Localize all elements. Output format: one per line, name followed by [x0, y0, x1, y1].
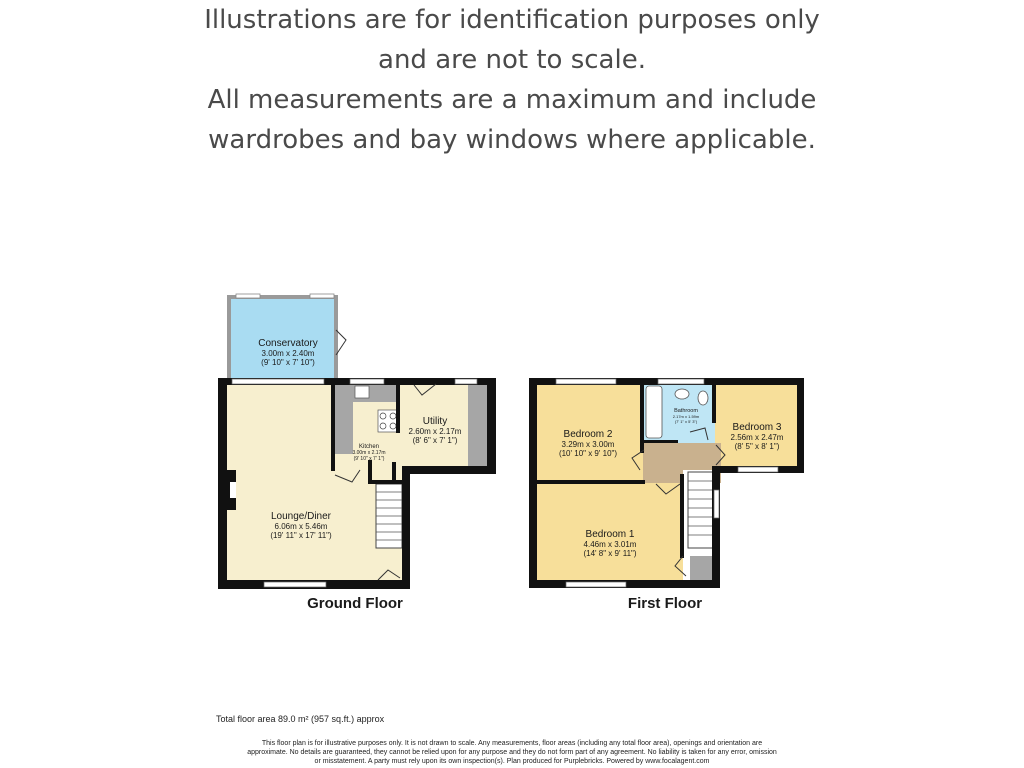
total-floor-area: Total floor area 89.0 m² (957 sq.ft.) approx [216, 714, 385, 724]
bathroom-metric: 2.17m x 1.59m [672, 414, 700, 419]
bedroom2-name: Bedroom 2 [563, 429, 613, 440]
header-line-3: All measurements are a maximum and include [207, 85, 817, 115]
lounge-imperial: (19' 11" x 17' 11") [270, 531, 332, 540]
header-line-2: and are not to scale. [378, 45, 646, 75]
utility-name: Utility [422, 416, 448, 427]
kitchen-metric: 3.00m x 2.17m [352, 450, 386, 456]
utility-window [455, 379, 477, 384]
bathroom-name: Bathroom [674, 408, 698, 414]
bedroom1-imperial: (14' 8" x 9' 11") [583, 549, 637, 558]
airing-cupboard [690, 556, 714, 584]
kitchen-imperial: (9' 10" x 7' 1") [353, 456, 385, 462]
kitchen-counter-left [335, 384, 353, 454]
conservatory-name: Conservatory [258, 338, 318, 349]
kitchen-hob [378, 410, 398, 432]
bedroom2-metric: 3.29m x 3.00m [561, 440, 615, 449]
header-line-4: wardrobes and bay windows where applicable. [208, 125, 816, 155]
bedroom3-metric: 2.56m x 2.47m [730, 433, 784, 442]
bedroom1-window [566, 582, 626, 587]
first-floor-label: First Floor [627, 595, 703, 612]
bathroom-imperial: (7' 1" x 5' 3") [674, 419, 698, 424]
first-floor-plan [529, 378, 804, 612]
bedroom3-imperial: (8' 5" x 8' 1") [734, 442, 780, 451]
utility-imperial: (8' 6" x 7' 1") [412, 436, 458, 445]
utility-metric: 2.60m x 2.17m [408, 427, 462, 436]
kitchen-name: Kitchen [358, 444, 380, 450]
first-floor-stairs [688, 472, 714, 548]
stairs-window [714, 490, 719, 518]
utility-counter [468, 384, 488, 468]
bedroom3-name: Bedroom 3 [732, 422, 782, 433]
disclaimer-line-2: approximate. No details are guaranteed, they cannot be relied upon for any purpose and they do not form part of any agreement. No liability is taken for any error, omission [247, 749, 777, 756]
bath-tub [646, 386, 662, 438]
conservatory-imperial: (9' 10" x 7' 10") [261, 358, 315, 367]
bedroom1-metric: 4.46m x 3.01m [583, 540, 637, 549]
conservatory-metric: 3.00m x 2.40m [261, 349, 315, 358]
disclaimer-line-3: or misstatement. A party must rely upon its own inspection(s). Plan produced for Purplebricks. Powered by www.focalagent.com [314, 758, 710, 765]
bathroom-window [658, 379, 704, 384]
bedroom3-window [738, 467, 778, 472]
lounge-window-bottom [264, 582, 326, 587]
ground-floor-label: Ground Floor [307, 595, 403, 612]
lounge-metric: 6.06m x 5.46m [274, 522, 328, 531]
basin [675, 389, 689, 399]
ground-floor-stairs [376, 484, 402, 548]
ground-floor-plan [218, 294, 496, 612]
lounge-name: Lounge/Diner [270, 511, 332, 522]
bedroom1-name: Bedroom 1 [585, 529, 635, 540]
kitchen-window [350, 379, 384, 384]
footer-disclaimer [200, 739, 824, 766]
header-line-1: Illustrations are for identification purposes only [204, 5, 820, 35]
lounge-window-top [232, 379, 324, 384]
toilet [698, 391, 708, 405]
disclaimer-line-1: This floor plan is for illustrative purposes only. It is not drawn to scale. Any measurements, floor areas (including any total floor area), openings and orientation are [261, 740, 763, 747]
bedroom2-imperial: (10' 10" x 9' 10") [558, 449, 618, 458]
bedroom2-window [556, 379, 616, 384]
